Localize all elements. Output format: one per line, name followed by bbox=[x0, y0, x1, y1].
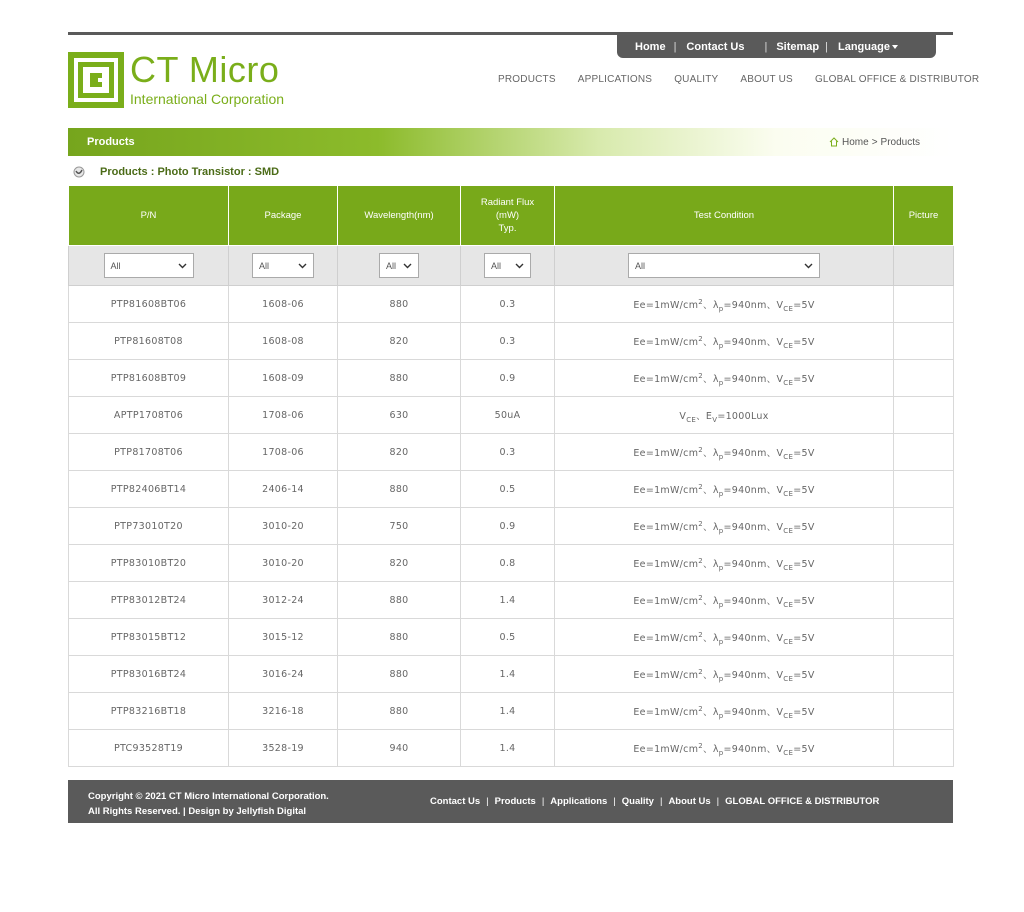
tc-lambda-val: =940nm、V bbox=[723, 670, 784, 681]
tc-lambda-sub: p bbox=[718, 637, 724, 646]
tc-lambda: 、λ bbox=[703, 337, 719, 348]
cell-package: 3016-24 bbox=[229, 656, 338, 693]
flux-filter-select[interactable] bbox=[484, 253, 531, 278]
cell-wavelength: 880 bbox=[338, 619, 461, 656]
tc-lambda-val: =940nm、V bbox=[723, 559, 784, 570]
cell-pn[interactable]: PTP83015BT12 bbox=[69, 619, 229, 656]
table-row[interactable] bbox=[69, 545, 954, 582]
utility-home-link[interactable]: Home bbox=[635, 40, 666, 53]
breadcrumb bbox=[829, 137, 920, 148]
tc-lambda-sub: p bbox=[718, 452, 724, 461]
tc-ee: Ee=1mW/cm bbox=[633, 744, 699, 755]
tc-ee-sup: 2 bbox=[698, 704, 704, 713]
table-row[interactable] bbox=[69, 323, 954, 360]
nav-applications[interactable]: APPLICATIONS bbox=[577, 74, 653, 85]
tc-ee: Ee=1mW/cm bbox=[633, 374, 699, 385]
cell-pn[interactable]: PTP83012BT24 bbox=[69, 582, 229, 619]
copyright-line-2: All Rights Reserved. | Design by Jellyfish Digital bbox=[88, 806, 307, 817]
tc-ee-sup: 2 bbox=[698, 482, 704, 491]
tc-ee-sup: 2 bbox=[698, 297, 704, 306]
utility-separator: | bbox=[673, 40, 677, 53]
pn-filter-value: All bbox=[110, 260, 121, 271]
cell-package: 3216-18 bbox=[229, 693, 338, 730]
tc-lambda-sub: p bbox=[718, 711, 724, 720]
header-picture: Picture bbox=[894, 186, 954, 246]
table-header-row bbox=[69, 186, 954, 246]
tc-ee: Ee=1mW/cm bbox=[633, 337, 699, 348]
cell-test-condition bbox=[555, 619, 894, 656]
tc-e-val: =1000Lux bbox=[717, 411, 769, 422]
tc-lambda-sub: p bbox=[718, 341, 724, 350]
cell-wavelength: 940 bbox=[338, 730, 461, 767]
logo-mark-icon bbox=[68, 52, 124, 108]
header-flux-line-3: Typ. bbox=[498, 223, 517, 234]
table-row[interactable] bbox=[69, 471, 954, 508]
tc-lambda-val: =940nm、V bbox=[723, 707, 784, 718]
cell-picture bbox=[894, 323, 954, 360]
cell-radiant-flux: 0.3 bbox=[461, 434, 555, 471]
footer-link-applications[interactable]: Applications bbox=[550, 796, 608, 807]
tc-vce-val: =5V bbox=[793, 522, 815, 533]
tc-vce-sub: CE bbox=[783, 748, 794, 757]
cell-pn[interactable]: APTP1708T06 bbox=[69, 397, 229, 434]
cell-test-condition bbox=[555, 730, 894, 767]
cell-picture bbox=[894, 693, 954, 730]
cell-package: 1608-09 bbox=[229, 360, 338, 397]
footer-link-global-office[interactable]: GLOBAL OFFICE & DISTRIBUTOR bbox=[725, 796, 880, 807]
cell-wavelength: 880 bbox=[338, 286, 461, 323]
tc-vce-val: =5V bbox=[793, 300, 815, 311]
cell-wavelength: 880 bbox=[338, 582, 461, 619]
cell-radiant-flux: 50uA bbox=[461, 397, 555, 434]
tc-lambda-sub: p bbox=[718, 378, 724, 387]
tc-ee-sup: 2 bbox=[698, 667, 704, 676]
package-filter-select[interactable] bbox=[252, 253, 314, 278]
header-flux-line-2: (mW) bbox=[495, 210, 520, 221]
tc-vce-sub: CE bbox=[783, 526, 794, 535]
tc-lambda-val: =940nm、V bbox=[723, 522, 784, 533]
wavelength-filter-select[interactable] bbox=[379, 253, 419, 278]
cell-radiant-flux: 0.3 bbox=[461, 323, 555, 360]
cell-picture bbox=[894, 508, 954, 545]
tc-lambda-sub: p bbox=[718, 748, 724, 757]
cell-pn[interactable]: PTP82406BT14 bbox=[69, 471, 229, 508]
tc-vce-sub: CE bbox=[783, 304, 794, 313]
cell-pn[interactable]: PTP83216BT18 bbox=[69, 693, 229, 730]
tc-v: V bbox=[679, 411, 687, 422]
cell-picture bbox=[894, 434, 954, 471]
cell-radiant-flux: 0.5 bbox=[461, 471, 555, 508]
table-row[interactable] bbox=[69, 619, 954, 656]
cell-test-condition bbox=[555, 397, 894, 434]
header-package[interactable]: Package bbox=[229, 186, 338, 246]
header-flux-line-1: Radiant Flux bbox=[480, 197, 535, 208]
tc-lambda: 、λ bbox=[703, 448, 719, 459]
tc-vce-sub: CE bbox=[783, 711, 794, 720]
cell-package: 3010-20 bbox=[229, 508, 338, 545]
tc-lambda: 、λ bbox=[703, 522, 719, 533]
cell-test-condition bbox=[555, 471, 894, 508]
cell-radiant-flux: 0.3 bbox=[461, 286, 555, 323]
cell-package: 1708-06 bbox=[229, 397, 338, 434]
footer-link-products[interactable]: Products bbox=[494, 796, 536, 807]
tc-ee: Ee=1mW/cm bbox=[633, 596, 699, 607]
cell-pn[interactable]: PTP73010T20 bbox=[69, 508, 229, 545]
table-row[interactable] bbox=[69, 656, 954, 693]
footer-link-contact[interactable]: Contact Us bbox=[430, 796, 481, 807]
picture-filter-cell bbox=[894, 246, 954, 286]
tc-vce-val: =5V bbox=[793, 596, 815, 607]
tc-lambda-val: =940nm、V bbox=[723, 448, 784, 459]
cell-test-condition bbox=[555, 434, 894, 471]
cell-pn[interactable]: PTP81708T06 bbox=[69, 434, 229, 471]
cell-pn[interactable]: PTP83016BT24 bbox=[69, 656, 229, 693]
tc-lambda: 、λ bbox=[703, 670, 719, 681]
header-radiant-flux[interactable] bbox=[461, 186, 555, 246]
tc-lambda-val: =940nm、V bbox=[723, 633, 784, 644]
chevron-down-icon bbox=[403, 263, 412, 269]
cell-test-condition bbox=[555, 360, 894, 397]
tc-ee-sup: 2 bbox=[698, 593, 704, 602]
cell-wavelength: 880 bbox=[338, 360, 461, 397]
header-pn[interactable]: P/N bbox=[69, 186, 229, 246]
section-heading bbox=[72, 165, 279, 179]
tc-ee-sup: 2 bbox=[698, 630, 704, 639]
breadcrumb-current: Products bbox=[880, 136, 920, 148]
tc-ee: Ee=1mW/cm bbox=[633, 633, 699, 644]
tc-vce-sub: CE bbox=[783, 563, 794, 572]
tc-ee-sup: 2 bbox=[698, 334, 704, 343]
tc-ee-sup: 2 bbox=[698, 445, 704, 454]
chevron-down-icon bbox=[515, 263, 524, 269]
tc-ee: Ee=1mW/cm bbox=[633, 448, 699, 459]
cell-wavelength: 880 bbox=[338, 693, 461, 730]
cell-radiant-flux: 0.9 bbox=[461, 508, 555, 545]
page-title-bar bbox=[68, 128, 953, 156]
products-table bbox=[68, 185, 954, 767]
tc-lambda: 、λ bbox=[703, 485, 719, 496]
tc-ee: Ee=1mW/cm bbox=[633, 670, 699, 681]
cell-package: 3528-19 bbox=[229, 730, 338, 767]
flux-filter-value: All bbox=[491, 260, 502, 271]
tc-vce-val: =5V bbox=[793, 485, 815, 496]
cell-picture bbox=[894, 397, 954, 434]
tc-ee: Ee=1mW/cm bbox=[633, 522, 699, 533]
tc-lambda: 、λ bbox=[703, 596, 719, 607]
cell-package: 1608-06 bbox=[229, 286, 338, 323]
tc-vce-sub: CE bbox=[783, 452, 794, 461]
tc-vce-sub: CE bbox=[783, 341, 794, 350]
tc-lambda-sub: p bbox=[718, 304, 724, 313]
utility-sitemap-link[interactable]: Sitemap bbox=[776, 40, 820, 53]
tc-vce-sub: CE bbox=[783, 674, 794, 683]
cell-package: 3012-24 bbox=[229, 582, 338, 619]
section-title: Products : Photo Transistor : SMD bbox=[100, 166, 280, 178]
breadcrumb-separator: > bbox=[871, 136, 878, 148]
chevron-down-icon bbox=[804, 263, 813, 269]
cell-pn[interactable]: PTC93528T19 bbox=[69, 730, 229, 767]
table-row[interactable] bbox=[69, 582, 954, 619]
cell-pn[interactable]: PTP83010BT20 bbox=[69, 545, 229, 582]
cell-picture bbox=[894, 360, 954, 397]
cell-picture bbox=[894, 582, 954, 619]
page-title: Products bbox=[87, 136, 135, 148]
tc-lambda-val: =940nm、V bbox=[723, 596, 784, 607]
cell-radiant-flux: 1.4 bbox=[461, 582, 555, 619]
cell-test-condition bbox=[555, 545, 894, 582]
table-row[interactable] bbox=[69, 286, 954, 323]
cell-test-condition bbox=[555, 323, 894, 360]
language-dropdown[interactable] bbox=[838, 41, 898, 53]
cell-radiant-flux: 0.8 bbox=[461, 545, 555, 582]
tc-lambda-sub: p bbox=[718, 526, 724, 535]
tc-ee: Ee=1mW/cm bbox=[633, 707, 699, 718]
cell-package: 1608-08 bbox=[229, 323, 338, 360]
table-row[interactable] bbox=[69, 508, 954, 545]
footer-link-quality[interactable]: Quality bbox=[621, 796, 654, 807]
tc-e-sub: V bbox=[712, 415, 718, 424]
header-test-condition[interactable]: Test Condition bbox=[555, 186, 894, 246]
tc-v-sub: CE bbox=[686, 415, 697, 424]
cell-picture bbox=[894, 286, 954, 323]
cell-picture bbox=[894, 619, 954, 656]
cell-package: 1708-06 bbox=[229, 434, 338, 471]
tc-ee-sup: 2 bbox=[698, 556, 704, 565]
test-filter-value: All bbox=[635, 260, 646, 271]
footer-separator: | bbox=[613, 796, 616, 807]
tc-lambda-val: =940nm、V bbox=[723, 300, 784, 311]
cell-test-condition bbox=[555, 286, 894, 323]
footer bbox=[68, 780, 953, 823]
cell-radiant-flux: 1.4 bbox=[461, 693, 555, 730]
table-row[interactable] bbox=[69, 397, 954, 434]
package-filter-value: All bbox=[259, 260, 270, 271]
home-icon bbox=[829, 137, 839, 147]
utility-contact-link[interactable]: Contact Us bbox=[686, 40, 745, 53]
nav-global-office[interactable]: GLOBAL OFFICE & DISTRIBUTOR bbox=[814, 74, 980, 85]
tc-vce-val: =5V bbox=[793, 670, 815, 681]
tc-vce-val: =5V bbox=[793, 633, 815, 644]
tc-vce-val: =5V bbox=[793, 707, 815, 718]
cell-wavelength: 630 bbox=[338, 397, 461, 434]
cell-test-condition bbox=[555, 508, 894, 545]
bullet-icon bbox=[72, 165, 86, 179]
cell-picture bbox=[894, 471, 954, 508]
cell-picture bbox=[894, 656, 954, 693]
tc-lambda-val: =940nm、V bbox=[723, 337, 784, 348]
tc-vce-val: =5V bbox=[793, 744, 815, 755]
cell-wavelength: 820 bbox=[338, 323, 461, 360]
tc-ee: Ee=1mW/cm bbox=[633, 485, 699, 496]
cell-pn[interactable]: PTP81608T08 bbox=[69, 323, 229, 360]
tc-vce-sub: CE bbox=[783, 378, 794, 387]
cell-radiant-flux: 0.9 bbox=[461, 360, 555, 397]
cell-test-condition bbox=[555, 656, 894, 693]
cell-wavelength: 880 bbox=[338, 656, 461, 693]
tc-lambda-sub: p bbox=[718, 489, 724, 498]
tc-lambda: 、λ bbox=[703, 707, 719, 718]
cell-package: 2406-14 bbox=[229, 471, 338, 508]
tc-lambda-sub: p bbox=[718, 563, 724, 572]
cell-radiant-flux: 0.5 bbox=[461, 619, 555, 656]
table-row[interactable] bbox=[69, 434, 954, 471]
footer-separator: | bbox=[659, 796, 663, 807]
tc-lambda-val: =940nm、V bbox=[723, 485, 784, 496]
tc-ee-sup: 2 bbox=[698, 371, 704, 380]
cell-wavelength: 820 bbox=[338, 545, 461, 582]
utility-separator: | bbox=[764, 40, 768, 53]
cell-radiant-flux: 1.4 bbox=[461, 730, 555, 767]
nav-about-us[interactable]: ABOUT US bbox=[740, 74, 793, 85]
tc-lambda: 、λ bbox=[703, 374, 719, 385]
table-row[interactable] bbox=[69, 693, 954, 730]
cell-package: 3015-12 bbox=[229, 619, 338, 656]
brand-name: CT Micro bbox=[130, 49, 280, 90]
cell-package: 3010-20 bbox=[229, 545, 338, 582]
copyright-line-1: Copyright © 2021 CT Micro International Corporation. bbox=[88, 791, 329, 802]
tc-ee: Ee=1mW/cm bbox=[633, 300, 699, 311]
tc-ee-sup: 2 bbox=[698, 741, 704, 750]
tc-ee-sup: 2 bbox=[698, 519, 704, 528]
tc-lambda: 、λ bbox=[703, 633, 719, 644]
tc-lambda-sub: p bbox=[718, 674, 724, 683]
utility-separator: | bbox=[825, 40, 828, 53]
tc-vce-val: =5V bbox=[793, 337, 815, 348]
wavelength-filter-value: All bbox=[386, 260, 397, 271]
chevron-down-icon bbox=[298, 263, 307, 269]
cell-wavelength: 820 bbox=[338, 434, 461, 471]
breadcrumb-home-link[interactable]: Home bbox=[842, 136, 869, 148]
tc-vce-sub: CE bbox=[783, 489, 794, 498]
tc-lambda-val: =940nm、V bbox=[723, 744, 784, 755]
main-nav bbox=[498, 74, 979, 85]
tc-lambda: 、λ bbox=[703, 559, 719, 570]
cell-test-condition bbox=[555, 582, 894, 619]
nav-products[interactable]: PRODUCTS bbox=[498, 74, 556, 85]
tc-lambda: 、λ bbox=[703, 744, 719, 755]
cell-picture bbox=[894, 730, 954, 767]
tc-vce-sub: CE bbox=[783, 637, 794, 646]
utility-nav bbox=[617, 35, 936, 58]
header-wavelength[interactable]: Wavelength(nm) bbox=[338, 186, 461, 246]
tc-vce-sub: CE bbox=[783, 600, 794, 609]
tc-lambda: 、λ bbox=[703, 300, 719, 311]
logo[interactable] bbox=[68, 49, 308, 110]
footer-separator: | bbox=[486, 796, 489, 807]
filter-row bbox=[69, 246, 954, 286]
pn-filter-select[interactable] bbox=[104, 253, 194, 278]
tc-lambda-val: =940nm、V bbox=[723, 374, 784, 385]
cell-radiant-flux: 1.4 bbox=[461, 656, 555, 693]
cell-wavelength: 750 bbox=[338, 508, 461, 545]
brand-subtitle: International Corporation bbox=[130, 91, 285, 107]
footer-link-about[interactable]: About Us bbox=[668, 796, 711, 807]
caret-down-icon bbox=[892, 45, 898, 49]
tc-e: 、E bbox=[696, 411, 713, 422]
tc-vce-val: =5V bbox=[793, 374, 815, 385]
cell-pn[interactable]: PTP81608BT06 bbox=[69, 286, 229, 323]
table-row[interactable] bbox=[69, 730, 954, 767]
nav-quality[interactable]: QUALITY bbox=[674, 74, 719, 85]
chevron-down-icon bbox=[178, 263, 187, 269]
tc-vce-val: =5V bbox=[793, 559, 815, 570]
tc-vce-val: =5V bbox=[793, 448, 815, 459]
language-label: Language bbox=[838, 40, 890, 53]
cell-wavelength: 880 bbox=[338, 471, 461, 508]
cell-pn[interactable]: PTP81608BT09 bbox=[69, 360, 229, 397]
footer-separator: | bbox=[716, 796, 720, 807]
cell-test-condition bbox=[555, 693, 894, 730]
cell-picture bbox=[894, 545, 954, 582]
tc-ee: Ee=1mW/cm bbox=[633, 559, 699, 570]
test-filter-select[interactable] bbox=[628, 253, 820, 278]
footer-separator: | bbox=[541, 796, 545, 807]
table-row[interactable] bbox=[69, 360, 954, 397]
footer-nav bbox=[430, 796, 879, 807]
tc-lambda-sub: p bbox=[718, 600, 724, 609]
